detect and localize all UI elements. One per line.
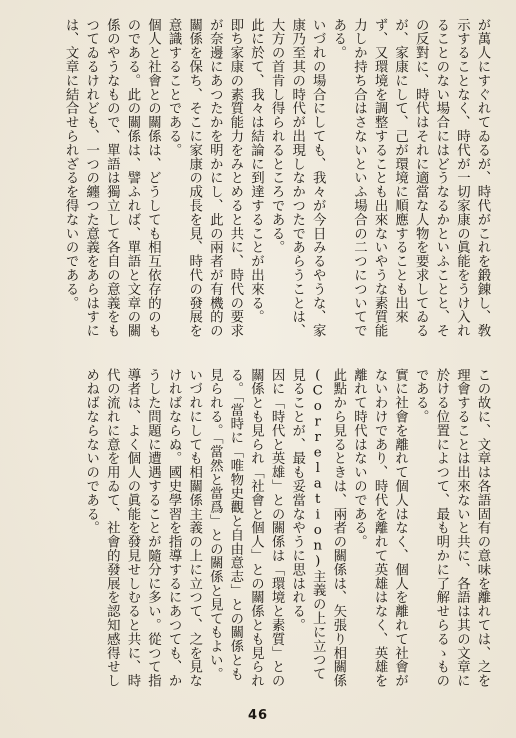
- lower-text-block: [30, 368, 492, 688]
- paragraph: が萬人にすぐれてゐるが、時代がこれを鍛錬し、敎示することなく、時代が一切家康の眞能をうけ入れることのない場合にはどうなるかといふことと、その反對に、時代はそれに適當な人物を要求してゐるが、家康にして、己が環境に順應することも出來ず、又環境を調整することも出來ないやうな素質能力しか持ち合はさないといふ場合の二つについてである。: [330, 18, 490, 338]
- paragraph: 實に社會を離れて個人はなく、個人を離れて社會がないわけであり、時代を離れて英雄はなく、英雄を離れて時代はないのである。: [351, 368, 408, 688]
- upper-text-block: [30, 18, 492, 338]
- paragraph: いづれの場合にしても、我々が今日みるやうな、家康乃至其の時代が出現しなかつたであらうことは、大方の首肯し得られるところである。: [269, 18, 326, 338]
- page-number: 46: [247, 708, 269, 723]
- paragraph: 此點から見るときは、兩者の關係は、矢張り相關係(Correlation)主義の上に立つて見ることが、最も妥當なやうに思はれる。: [289, 368, 346, 688]
- paragraph: 此に於て、我々は結論に到達することが出來る。: [248, 18, 264, 324]
- paragraph: 因に「時代と英雄」との關係は「環境と素質」との關係とも見られ「社會と個人」との關係とも見られる。「當時に「唯物史觀と自由意志」との關係とも見られる。「當然と當爲」との關係と見てもよい。: [207, 368, 285, 688]
- paragraph: いづれにしても相關係主義の上に立つて、之を見なければならぬ。國史學習を指導するにあつても、かうした問題に遭遇することが隨分に多い。從つて指導者は、よく個人の眞能を發見せしむると共に、時代の流れに意を用ゐて、社會的發展を認知感得せしめねばならないのである。: [83, 368, 202, 688]
- paragraph: この故に、文章は各語固有の意味を離れては、之を理會することは出來ないと共に、各語は其の文章に於ける位置によつて、最も明かに了解せらるゝものである。: [413, 368, 490, 688]
- paragraph: 即ち家康の素質能力をみとめると共に、時代の要求が奈邊にあつたかを明かにし、此の兩者が有機的の關係を保ち、そこに家康の成長を見、時代の發展を意識することである。: [166, 18, 243, 338]
- paragraph: 個人と社會との關係は、どうしても相互依存的のものである。此の關係は、譬ふれば、單語と文章の關係のやうなもので、單語は獨立して各自の意義をもつてゐるけれども、一つの纏つた意義をあらはすには、文章に結合せられざるを得ないのである。: [63, 18, 161, 338]
